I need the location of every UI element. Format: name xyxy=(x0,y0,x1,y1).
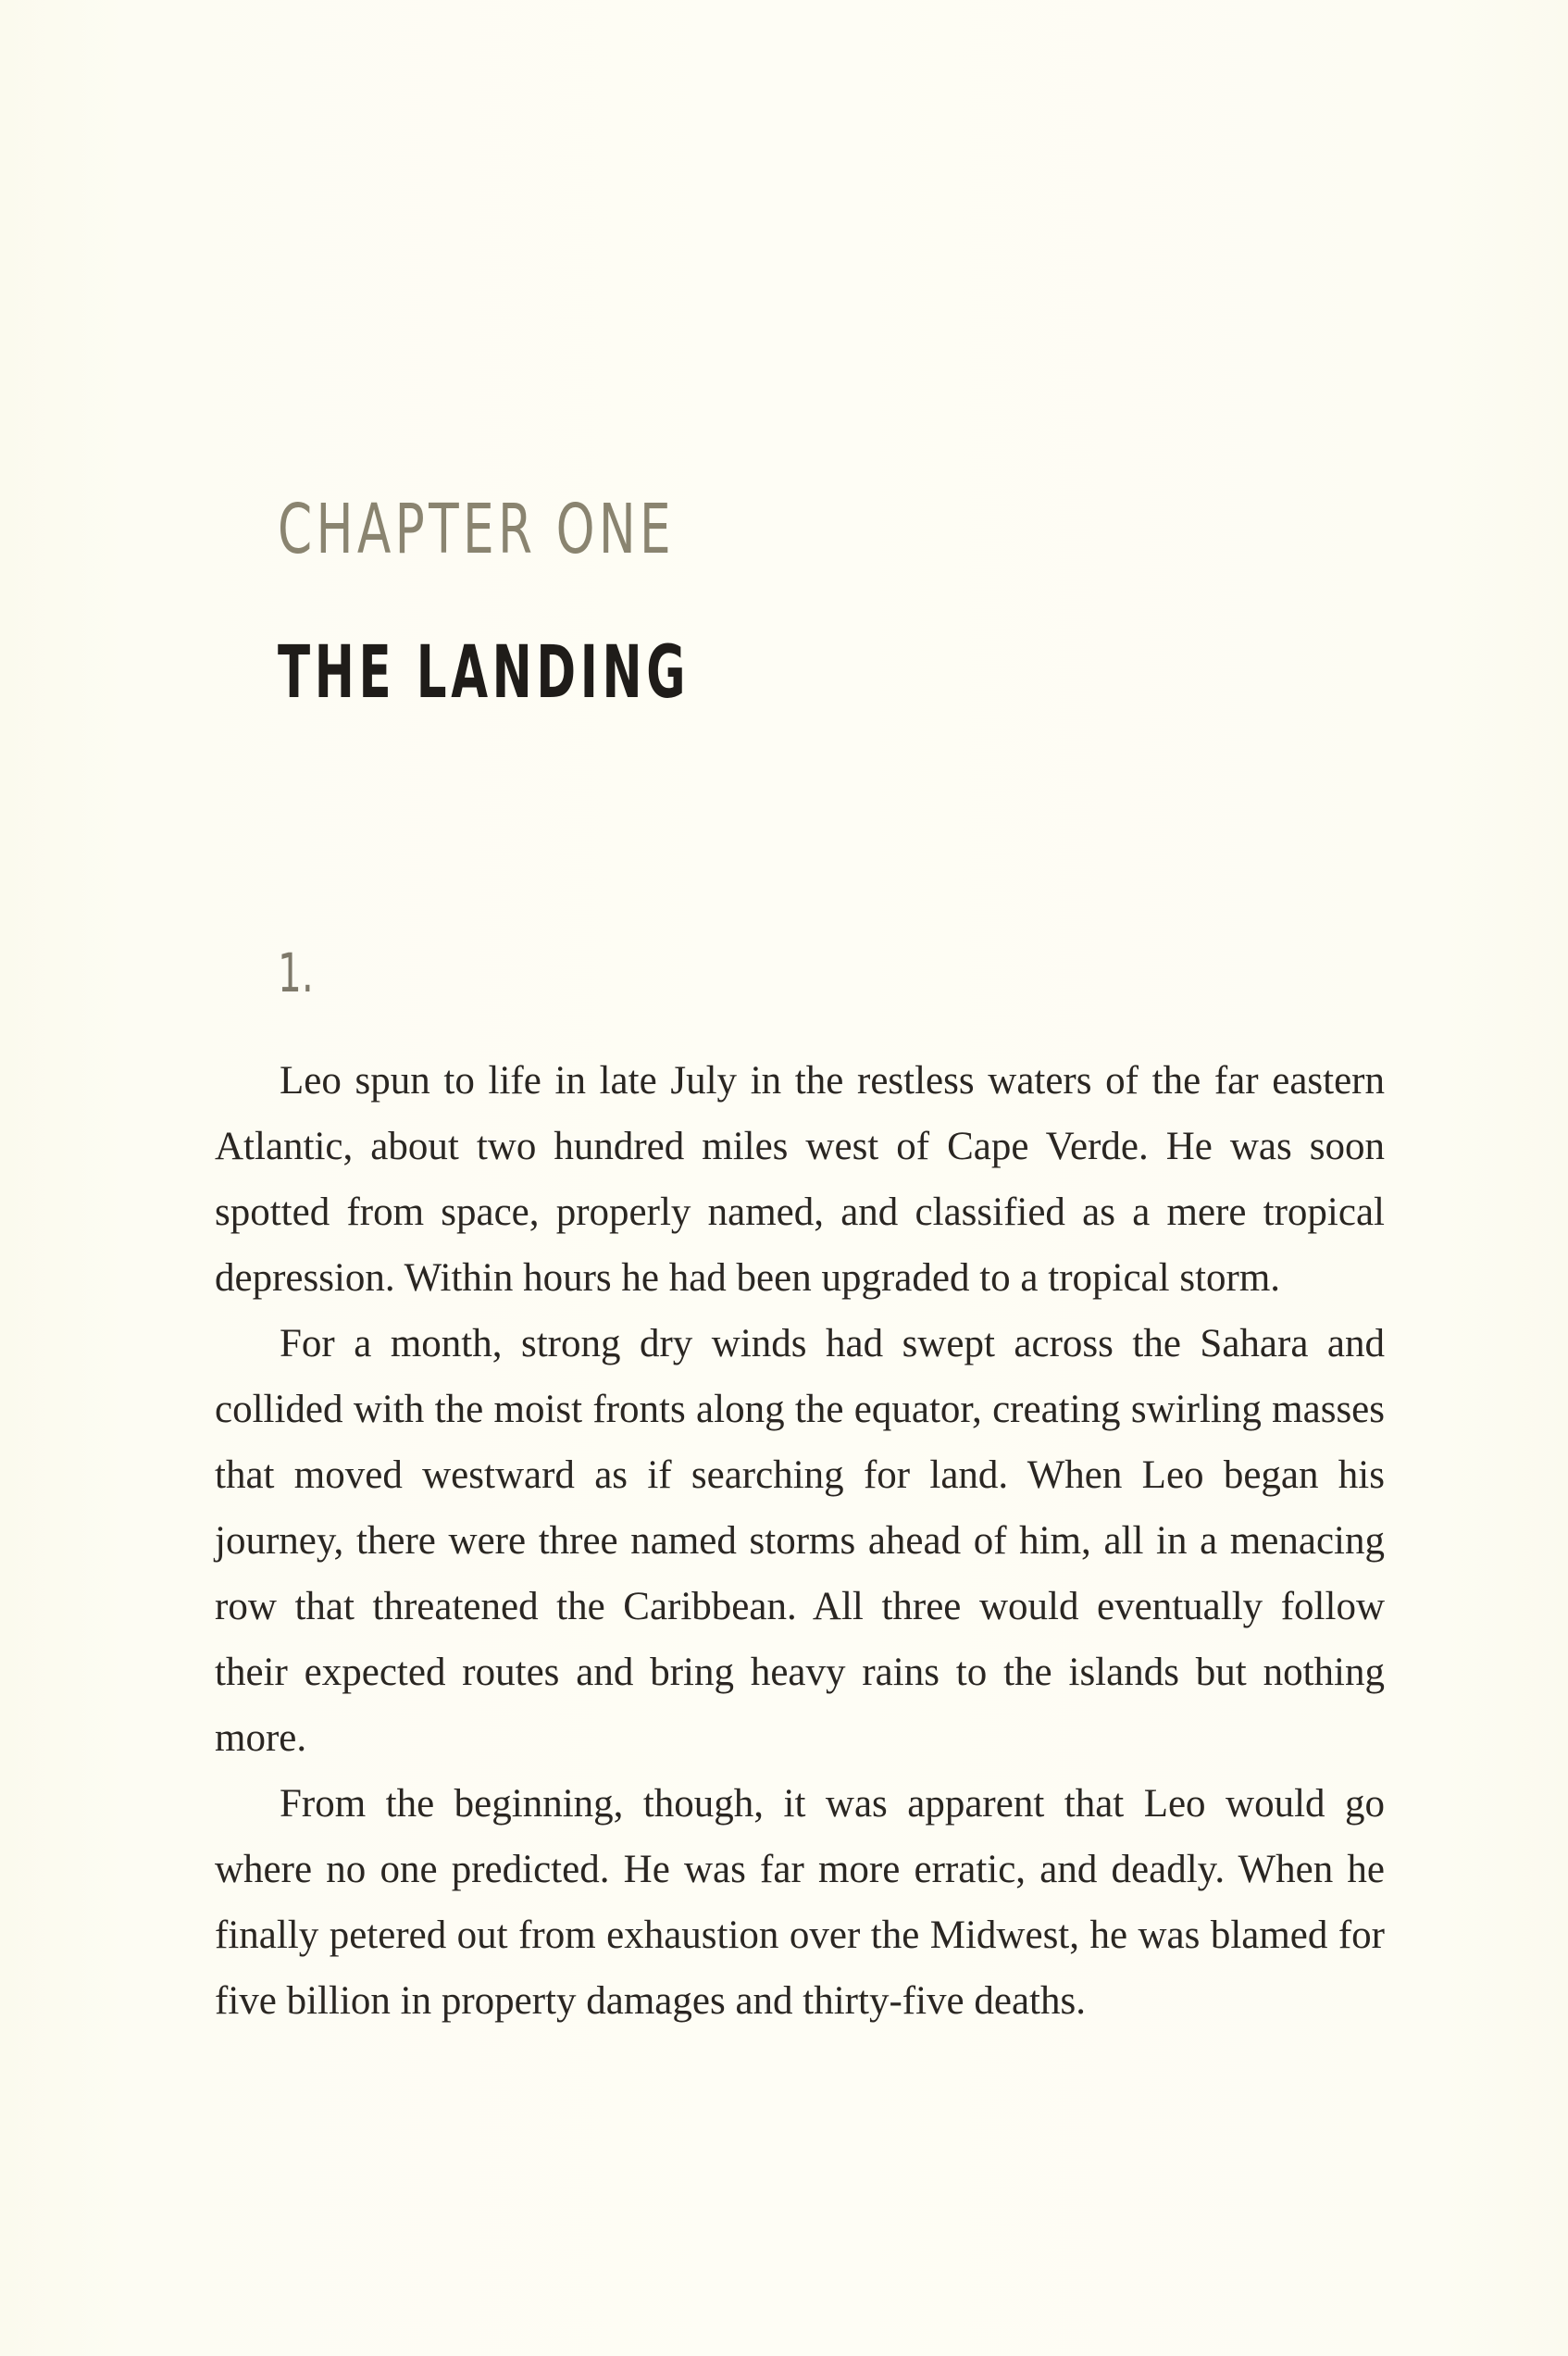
paragraph: For a month, strong dry winds had swept across the Sahara and collided with the moist fronts along the equator, creating swirling masses that moved westward as if searching for land. When Leo began his journey, there were three named storms ahead of him, all in a menacing row that threatened the Caribbean. All three would eventually follow their expected routes and bring heavy rains to the islands but nothing more. xyxy=(215,1322,1385,1760)
chapter-title: THE LANDING xyxy=(278,631,691,715)
paragraph: Leo spun to life in late July in the restless waters of the far eastern Atlantic, about two hundred miles west of Cape Verde. He was soon spotted from space, properly named, and classified as a mere tropical depression. Within hours he had been upgraded to a tropical storm. xyxy=(215,1059,1385,1300)
chapter-body xyxy=(215,1048,1385,2034)
section-number: 1. xyxy=(278,941,314,1004)
paragraph: From the beginning, though, it was apparent that Leo would go where no one predicted. He was far more erratic, and deadly. When he finally petered out from exhaustion over the Midwest, he was blamed for five billion in property damages and thirty-five deaths. xyxy=(215,1782,1385,2023)
chapter-label: CHAPTER ONE xyxy=(278,490,675,569)
